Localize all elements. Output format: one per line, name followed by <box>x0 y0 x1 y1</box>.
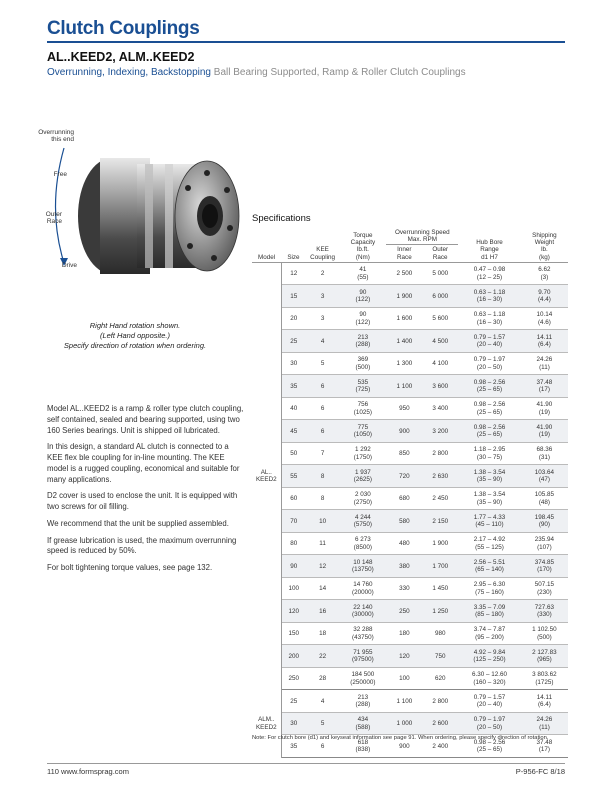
weight-cell: 3 803.62 (1725) <box>521 667 568 690</box>
inner-cell: 250 <box>386 600 422 623</box>
torque-cell: 184 500 (250000) <box>339 667 386 690</box>
footer-rule <box>47 763 565 764</box>
inner-cell: 100 <box>386 667 422 690</box>
inner-cell: 330 <box>386 577 422 600</box>
inner-cell: 950 <box>386 397 422 420</box>
outer-cell: 620 <box>422 667 458 690</box>
caption-line-1: Right Hand rotation shown. <box>89 321 181 330</box>
kee-cell: 5 <box>306 712 340 735</box>
body-paragraph: If grease lubrication is used, the maximum overrunning speed is reduced by 50%. <box>47 535 237 556</box>
torque-cell: 756 (1025) <box>339 397 386 420</box>
size-cell: 200 <box>281 645 306 668</box>
weight-cell: 235.94 (107) <box>521 532 568 555</box>
bore-cell: 0.98 – 2.56 (25 – 65) <box>458 420 521 443</box>
size-cell: 90 <box>281 555 306 578</box>
kee-cell: 7 <box>306 442 340 465</box>
table-row <box>252 487 568 510</box>
weight-cell: 14.11 (6.4) <box>521 330 568 353</box>
table-row <box>252 262 568 285</box>
bore-cell: 4.92 – 9.84 (125 – 250) <box>458 645 521 668</box>
outer-cell: 5 600 <box>422 307 458 330</box>
bore-cell: 2.56 – 5.51 (65 – 140) <box>458 555 521 578</box>
caption-line-2: (Left Hand opposite.) <box>99 330 171 340</box>
col-size: Size <box>281 228 306 262</box>
kee-cell: 12 <box>306 555 340 578</box>
torque-cell: 213 (288) <box>339 690 386 713</box>
size-cell: 25 <box>281 330 306 353</box>
torque-cell: 434 (588) <box>339 712 386 735</box>
outer-cell: 5 000 <box>422 262 458 285</box>
kee-cell: 6 <box>306 397 340 420</box>
inner-cell: 380 <box>386 555 422 578</box>
bore-cell: 3.35 – 7.09 (85 – 180) <box>458 600 521 623</box>
weight-cell: 198.45 (90) <box>521 510 568 533</box>
outer-cell: 3 400 <box>422 397 458 420</box>
weight-cell: 37.48 (17) <box>521 735 568 758</box>
inner-cell: 1 300 <box>386 352 422 375</box>
weight-cell: 105.85 (48) <box>521 487 568 510</box>
col-shipping-weight: Shipping Weight lb. (kg) <box>521 228 568 262</box>
model-cell: ALM.. KEED2 <box>252 690 281 758</box>
outer-cell: 1 250 <box>422 600 458 623</box>
body-paragraph: D2 cover is used to enclose the unit. It is equipped with two screws for oil filling. <box>47 491 238 511</box>
col-outer-race: Outer Race <box>422 245 458 262</box>
weight-cell: 14.11 (6.4) <box>521 690 568 713</box>
kee-cell: 4 <box>306 690 340 713</box>
specifications-heading: Specifications <box>252 213 311 224</box>
size-cell: 60 <box>281 487 306 510</box>
torque-cell: 10 148 (13750) <box>339 555 386 578</box>
col-model: Model <box>252 228 281 262</box>
body-paragraph: In this design, a standard AL clutch is connected to a KEE flex ble coupling for in-line mounting. The KEE model is a rugged coupling, economical and suitable for many applications. <box>47 442 240 484</box>
footer-right: P-956-FC 8/18 <box>515 767 565 776</box>
torque-cell: 775 (1050) <box>339 420 386 443</box>
inner-cell: 900 <box>386 735 422 758</box>
col-overrunning-speed: Overrunning Speed Max. RPM <box>386 228 458 245</box>
table-row <box>252 285 568 308</box>
weight-cell: 374.85 (170) <box>521 555 568 578</box>
description-grey: Ball Bearing Supported, Ramp & Roller Clutch Couplings <box>211 67 466 78</box>
bore-cell: 2.17 – 4.92 (55 – 125) <box>458 532 521 555</box>
kee-cell: 22 <box>306 645 340 668</box>
kee-cell: 3 <box>306 307 340 330</box>
kee-cell: 8 <box>306 487 340 510</box>
col-hub-bore-range: Hub Bore Range d1 H7 <box>458 228 521 262</box>
torque-cell: 1 937 (2625) <box>339 465 386 488</box>
specifications-table <box>252 228 568 758</box>
weight-cell: 41.90 (19) <box>521 420 568 443</box>
table-row <box>252 555 568 578</box>
bore-cell: 0.98 – 2.56 (25 – 65) <box>458 735 521 758</box>
inner-cell: 1 900 <box>386 285 422 308</box>
kee-cell: 3 <box>306 285 340 308</box>
size-cell: 20 <box>281 307 306 330</box>
body-paragraph: Model AL..KEED2 is a ramp & roller type clutch coupling, self contained, sealed and bearing supported, using two 160 Series bearings. Unit is shipped oil lubricated. <box>47 404 244 435</box>
table-row <box>252 510 568 533</box>
bore-cell: 0.79 – 1.97 (20 – 50) <box>458 712 521 735</box>
size-cell: 15 <box>281 285 306 308</box>
bore-cell: 0.63 – 1.18 (16 – 30) <box>458 285 521 308</box>
kee-cell: 2 <box>306 262 340 285</box>
table-note: Note: For clutch bore (d1) and keyseat information see page 91. When ordering, please specify direction of rotation. <box>252 735 549 741</box>
size-cell: 12 <box>281 262 306 285</box>
size-cell: 25 <box>281 690 306 713</box>
torque-cell: 6 273 (8500) <box>339 532 386 555</box>
table-row <box>252 375 568 398</box>
size-cell: 250 <box>281 667 306 690</box>
outer-cell: 3 600 <box>422 375 458 398</box>
product-description <box>47 67 466 78</box>
col-inner-race: Inner Race <box>386 245 422 262</box>
kee-cell: 18 <box>306 622 340 645</box>
kee-cell: 6 <box>306 375 340 398</box>
bore-cell: 1.38 – 3.54 (35 – 90) <box>458 487 521 510</box>
torque-cell: 14 760 (20000) <box>339 577 386 600</box>
kee-cell: 10 <box>306 510 340 533</box>
table-row <box>252 307 568 330</box>
bore-cell: 1.18 – 2.95 (30 – 75) <box>458 442 521 465</box>
inner-cell: 180 <box>386 622 422 645</box>
size-cell: 30 <box>281 352 306 375</box>
caption-line-3: Specify direction of rotation when ordering. <box>63 340 207 350</box>
kee-cell: 6 <box>306 420 340 443</box>
footer-left: 110 www.formsprag.com <box>47 767 129 776</box>
bore-cell: 0.98 – 2.56 (25 – 65) <box>458 397 521 420</box>
figure-caption <box>40 321 230 350</box>
weight-cell: 2 127.83 (965) <box>521 645 568 668</box>
kee-cell: 28 <box>306 667 340 690</box>
inner-cell: 1 600 <box>386 307 422 330</box>
bore-cell: 0.79 – 1.57 (20 – 40) <box>458 690 521 713</box>
size-cell: 80 <box>281 532 306 555</box>
table-row <box>252 352 568 375</box>
torque-cell: 2 030 (2750) <box>339 487 386 510</box>
inner-cell: 120 <box>386 645 422 668</box>
size-cell: 55 <box>281 465 306 488</box>
size-cell: 45 <box>281 420 306 443</box>
weight-cell: 6.62 (3) <box>521 262 568 285</box>
inner-cell: 1 000 <box>386 712 422 735</box>
weight-cell: 68.36 (31) <box>521 442 568 465</box>
torque-cell: 41 (55) <box>339 262 386 285</box>
size-cell: 40 <box>281 397 306 420</box>
outer-cell: 2 450 <box>422 487 458 510</box>
kee-cell: 4 <box>306 330 340 353</box>
kee-cell: 5 <box>306 352 340 375</box>
kee-cell: 16 <box>306 600 340 623</box>
outer-cell: 6 000 <box>422 285 458 308</box>
weight-cell: 37.48 (17) <box>521 375 568 398</box>
table-row <box>252 442 568 465</box>
bore-cell: 0.47 – 0.98 (12 – 25) <box>458 262 521 285</box>
weight-cell: 24.26 (11) <box>521 712 568 735</box>
torque-cell: 32 288 (43750) <box>339 622 386 645</box>
weight-cell: 41.90 (19) <box>521 397 568 420</box>
table-row <box>252 690 568 713</box>
outer-cell: 2 800 <box>422 442 458 465</box>
bore-cell: 2.95 – 6.30 (75 – 160) <box>458 577 521 600</box>
page-title: Clutch Couplings <box>47 18 200 39</box>
body-paragraph: For bolt tightening torque values, see page 132. <box>47 563 213 572</box>
bore-cell: 1.38 – 3.54 (35 – 90) <box>458 465 521 488</box>
table-row <box>252 600 568 623</box>
table-row <box>252 330 568 353</box>
kee-cell: 8 <box>306 465 340 488</box>
size-cell: 50 <box>281 442 306 465</box>
size-cell: 35 <box>281 735 306 758</box>
size-cell: 150 <box>281 622 306 645</box>
torque-cell: 22 140 (30000) <box>339 600 386 623</box>
torque-cell: 90 (122) <box>339 307 386 330</box>
weight-cell: 1 102.50 (500) <box>521 622 568 645</box>
torque-cell: 90 (122) <box>339 285 386 308</box>
outer-cell: 1 450 <box>422 577 458 600</box>
size-cell: 120 <box>281 600 306 623</box>
label-overrunning-end: Overrunning this end <box>38 129 74 144</box>
outer-cell: 2 400 <box>422 735 458 758</box>
torque-cell: 1 292 (1750) <box>339 442 386 465</box>
torque-cell: 71 955 (97500) <box>339 645 386 668</box>
model-subtitle: AL..KEED2, ALM..KEED2 <box>47 50 195 64</box>
inner-cell: 2 500 <box>386 262 422 285</box>
weight-cell: 103.64 (47) <box>521 465 568 488</box>
inner-cell: 1 100 <box>386 690 422 713</box>
outer-cell: 4 500 <box>422 330 458 353</box>
label-drive: Drive <box>61 262 77 269</box>
kee-cell: 11 <box>306 532 340 555</box>
inner-cell: 680 <box>386 487 422 510</box>
specifications-table-body <box>252 262 568 757</box>
bore-cell: 0.98 – 2.56 (25 – 65) <box>458 375 521 398</box>
weight-cell: 507.15 (230) <box>521 577 568 600</box>
label-free: Free <box>53 171 67 178</box>
torque-cell: 4 244 (5750) <box>339 510 386 533</box>
bore-cell: 6.30 – 12.60 (160 – 320) <box>458 667 521 690</box>
size-cell: 70 <box>281 510 306 533</box>
inner-cell: 900 <box>386 420 422 443</box>
weight-cell: 727.63 (330) <box>521 600 568 623</box>
inner-cell: 580 <box>386 510 422 533</box>
table-row <box>252 622 568 645</box>
table-row <box>252 532 568 555</box>
table-row <box>252 465 568 488</box>
size-cell: 100 <box>281 577 306 600</box>
size-cell: 35 <box>281 375 306 398</box>
bore-cell: 1.77 – 4.33 (45 – 110) <box>458 510 521 533</box>
table-row <box>252 667 568 690</box>
col-torque-capacity: Torque Capacity lb.ft. (Nm) <box>339 228 386 262</box>
outer-cell: 1 700 <box>422 555 458 578</box>
outer-cell: 4 100 <box>422 352 458 375</box>
outer-cell: 2 800 <box>422 690 458 713</box>
bore-cell: 3.74 – 7.87 (95 – 200) <box>458 622 521 645</box>
torque-cell: 369 (500) <box>339 352 386 375</box>
table-row <box>252 712 568 735</box>
outer-cell: 2 600 <box>422 712 458 735</box>
weight-cell: 10.14 (4.6) <box>521 307 568 330</box>
kee-cell: 14 <box>306 577 340 600</box>
outer-cell: 1 900 <box>422 532 458 555</box>
inner-cell: 1 400 <box>386 330 422 353</box>
bore-cell: 0.79 – 1.97 (20 – 50) <box>458 352 521 375</box>
table-row <box>252 397 568 420</box>
inner-cell: 480 <box>386 532 422 555</box>
body-paragraph: We recommend that the unit be supplied assembled. <box>47 518 229 528</box>
clutch-coupling-photo <box>42 128 252 323</box>
kee-cell: 6 <box>306 735 340 758</box>
outer-cell: 3 200 <box>422 420 458 443</box>
inner-cell: 850 <box>386 442 422 465</box>
description-blue: Overrunning, Indexing, Backstopping <box>47 67 211 78</box>
torque-cell: 213 (288) <box>339 330 386 353</box>
table-row <box>252 577 568 600</box>
torque-cell: 618 (838) <box>339 735 386 758</box>
torque-cell: 535 (725) <box>339 375 386 398</box>
outer-cell: 2 150 <box>422 510 458 533</box>
inner-cell: 720 <box>386 465 422 488</box>
bore-cell: 0.63 – 1.18 (16 – 30) <box>458 307 521 330</box>
size-cell: 30 <box>281 712 306 735</box>
weight-cell: 24.26 (11) <box>521 352 568 375</box>
weight-cell: 9.70 (4.4) <box>521 285 568 308</box>
outer-cell: 980 <box>422 622 458 645</box>
title-rule <box>47 41 565 43</box>
inner-cell: 1 100 <box>386 375 422 398</box>
label-outer-race: Outer Race <box>45 211 62 226</box>
bore-cell: 0.79 – 1.57 (20 – 40) <box>458 330 521 353</box>
model-cell: AL.. KEED2 <box>252 262 281 690</box>
table-row <box>252 420 568 443</box>
outer-cell: 2 630 <box>422 465 458 488</box>
body-text <box>47 404 245 580</box>
outer-cell: 750 <box>422 645 458 668</box>
table-row <box>252 645 568 668</box>
col-kee-coupling: KEE Coupling <box>306 228 340 262</box>
